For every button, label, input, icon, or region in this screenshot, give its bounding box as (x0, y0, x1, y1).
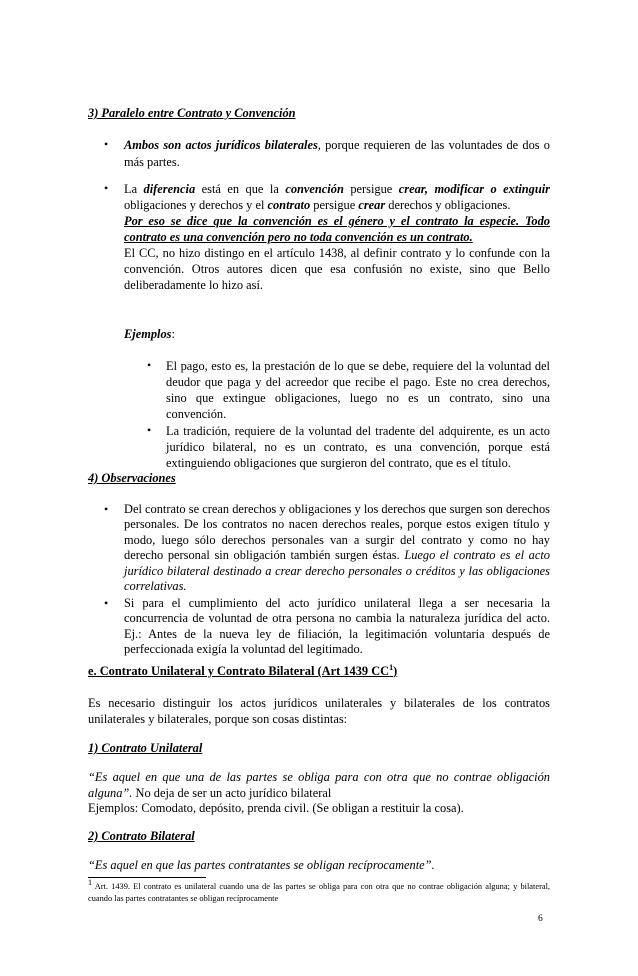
section-3-heading: 3) Paralelo entre Contrato y Convención (88, 106, 296, 120)
section-4-heading: 4) Observaciones (88, 471, 176, 485)
footnote-divider (88, 877, 206, 878)
bullet-icon: • (104, 596, 109, 610)
text-fragment: contrato (267, 198, 311, 212)
bullet-icon: • (147, 358, 152, 372)
text-fragment: No deja de ser un acto jurídico bilateral (132, 785, 332, 800)
text-fragment: convención (285, 182, 344, 196)
footnote-ref: 1 (389, 662, 394, 672)
unilateral-heading: 1) Contrato Unilateral (88, 741, 203, 755)
bold-phrase: Ambos son actos jurídicos bilaterales (124, 138, 318, 152)
bullet-icon: • (104, 181, 109, 195)
text-fragment: crear, modificar o extinguir (398, 182, 551, 196)
text-fragment: : (171, 327, 175, 341)
text-fragment: Ejemplos (124, 327, 172, 341)
text-fragment: diferencia (143, 182, 196, 196)
bilateral-heading: 2) Contrato Bilateral (88, 829, 195, 843)
unilateral-definition (88, 770, 550, 817)
text-fragment: Luego el contrato es el acto jurídico bilateral destinado a crear derecho personales o créditos y las obligaciones correlativas. (124, 548, 550, 594)
examples-label (124, 327, 550, 342)
example-payment: El pago, esto es, la prestación de lo que se debe, requiere del la voluntad del deudor que paga y del acreedor que recibe el pago. Este no crea derechos, sino que extingue obligaciones, luego no es un contrato, sino una convención. (166, 359, 550, 421)
text-fragment: derechos y obligaciones. (385, 198, 511, 212)
bullet-icon: • (104, 502, 109, 516)
bullet-icon: • (104, 137, 109, 151)
bullet-icon: • (147, 423, 152, 437)
paragraph-unilateral-act: Si para el cumplimiento del acto jurídico unilateral llega a ser necesaria la concurrencia de voluntad de otra persona no cambia la naturaleza jurídica del acto. Ej.: Antes de la nueva ley de filiación, la legitimación voluntaria después de perfeccionada exigía la voluntad del legitimado. (124, 596, 550, 657)
text-fragment: crear (358, 198, 386, 212)
text-fragment: persigue (310, 198, 359, 212)
bilateral-definition: “Es aquel en que las partes contratantes se obligan recíprocamente”. (88, 858, 435, 872)
text-fragment: persigue (343, 182, 399, 196)
text-fragment: obligaciones y derechos y el (124, 198, 268, 212)
text-fragment: e. Contrato Unilateral y Contrato Bilateral (Art 1439 CC (88, 664, 390, 678)
paragraph-difference (124, 181, 550, 293)
underlined-statement: Por eso se dice que la convención es el género y el contrato la especie. Todo contrato es una convención pero no toda convención es un contrato. (124, 214, 550, 244)
text-fragment: La (124, 182, 144, 196)
text-fragment: Ejemplos: Comodato, depósito, prenda civil. (Se obligan a restituir la cosa). (88, 801, 464, 815)
page-number: 6 (538, 914, 543, 924)
paragraph-bilateral-acts (124, 137, 550, 171)
footnote-mark: 1 (88, 878, 92, 888)
text-fragment: ) (393, 664, 398, 678)
section-e-heading (88, 664, 550, 679)
text-fragment: Art. 1439. El contrato es unilateral cuando una de las partes se obliga para con otra que no contrae obligación alguna; y bilateral, cuando las partes contratantes se obligan recíprocamente (88, 882, 550, 903)
paragraph-intro: Es necesario distinguir los actos jurídicos unilaterales y bilaterales de los contratos unilaterales y bilaterales, porque son cosas distintas: (88, 696, 550, 726)
example-tradition: La tradición, requiere de la voluntad del tradente del adquirente, es un acto jurídico bilateral, no es un contrato, es una convención, porque está extinguiendo obligaciones que surgieron del contrato, que es el título. (166, 424, 550, 470)
paragraph-rights-obligations (124, 502, 550, 594)
cc-paragraph: El CC, no hizo distingo en el artículo 1438, al definir contrato y lo confunde con la convención. Otros autores dicen que esa confusión no existe, sino que Bello deliberadamente lo hizo así. (124, 246, 550, 292)
footnote (88, 878, 550, 905)
text-fragment: “Es aquel en que una de las partes se obliga para con otra que no contrae obligación alguna”. (88, 770, 550, 800)
text-fragment: está en que la (195, 182, 286, 196)
text-fragment: , porque requieren de las voluntades de dos o más partes. (124, 138, 550, 169)
text-fragment: Del contrato se crean derechos y obligaciones y los derechos que surgen son derechos personales. De los contratos no nacen derechos reales, porque estos exigen título y modo, luego sólo derechos personales van a surgir del contrato y como no hay derecho personal sin obligación también surgen éstas. (124, 502, 550, 563)
